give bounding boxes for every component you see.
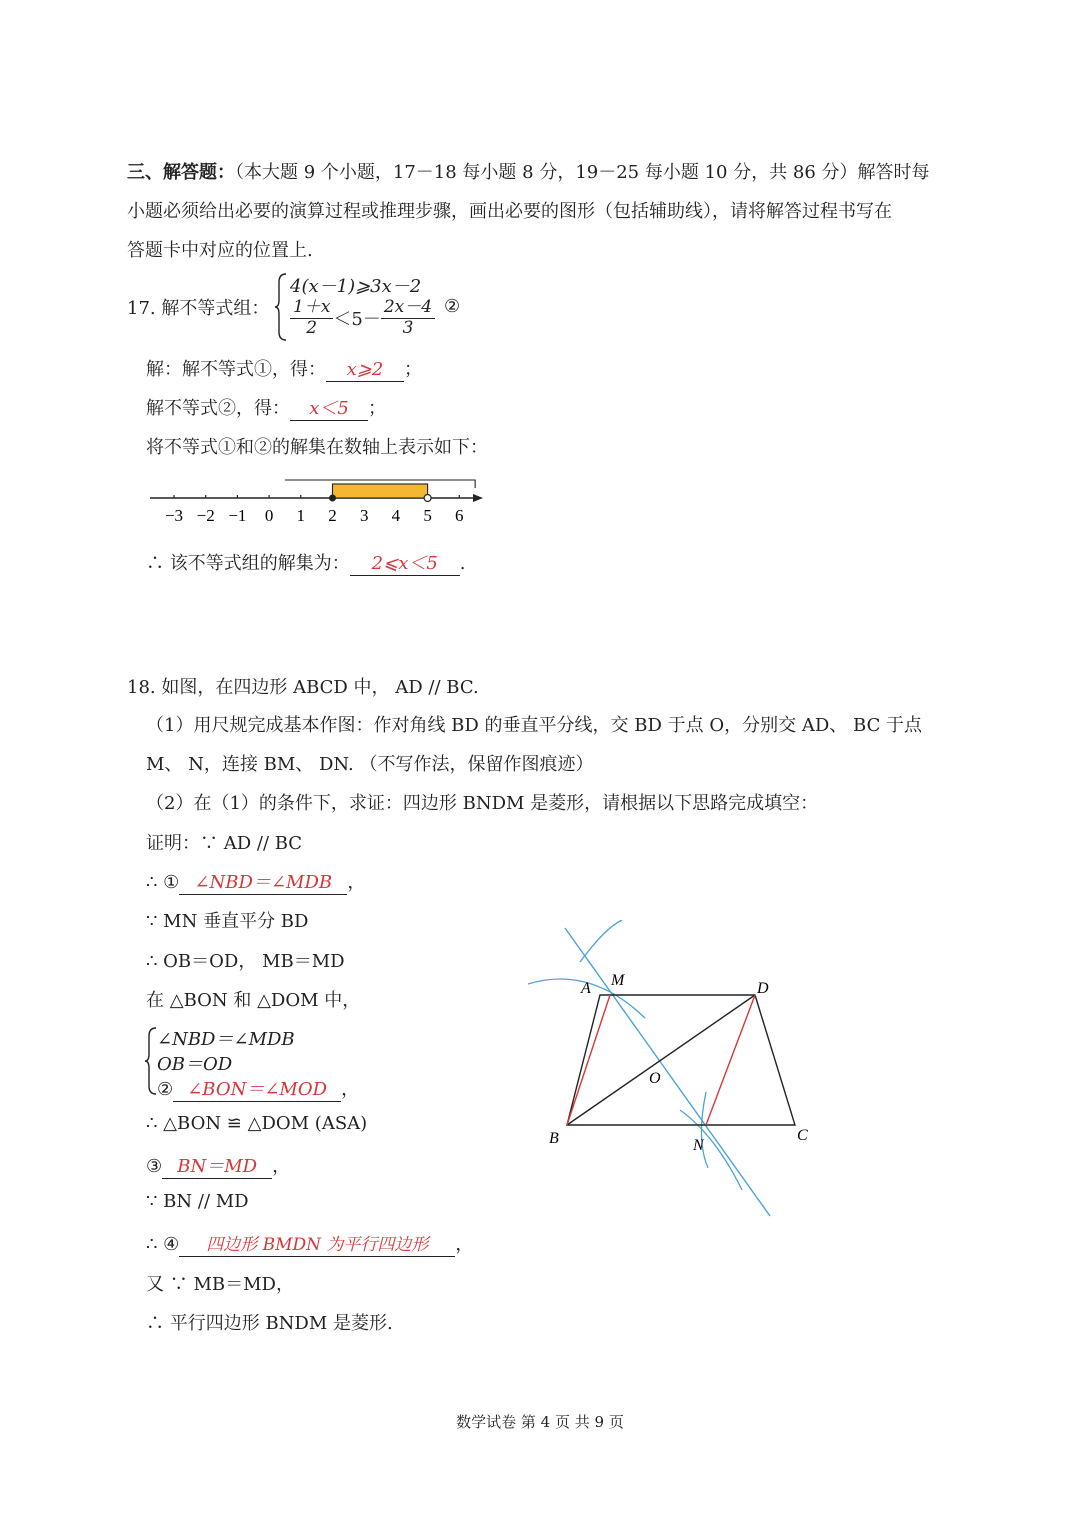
q18-part1-line1: （1）用尺规完成基本作图：作对角线 BD 的垂直平分线，交 BD 于点 O，分别交 AD、 BC 于点 — [146, 715, 923, 736]
label-b: B — [549, 1130, 559, 1147]
section-intro-line2: 小题必须给出必要的演算过程或推理步骤，画出必要的图形（包括辅助线），请将解答过程书写在 — [127, 201, 892, 222]
q18-blank-4-line: ∴ ④ 四边形 BMDN 为平行四边形 ， — [146, 1234, 474, 1255]
q17-step2: 解不等式②，得： x＜5 ； — [146, 398, 386, 419]
label-o: O — [649, 1070, 661, 1087]
construction-arc — [580, 920, 622, 962]
label-n: N — [693, 1137, 704, 1154]
q18-line-final: ∴ 平行四边形 BNDM 是菱形. — [146, 1313, 393, 1334]
number-line-tick-label: 1 — [296, 506, 306, 525]
q18-system-brace — [144, 1026, 158, 1096]
label-d: D — [757, 980, 769, 997]
q17-answer-3: 2⩽x＜5 — [350, 554, 460, 576]
number-line-tick-label: 2 — [328, 506, 337, 525]
q18-line-again: 又 ∵ MB＝MD， — [146, 1274, 294, 1295]
segment-bm — [567, 995, 610, 1125]
number-line-tick-label: 3 — [359, 506, 369, 525]
q17-inequality-1: 4(x－1)⩾3x－2 — [290, 276, 422, 297]
label-a: A — [581, 980, 591, 997]
q18-system-3: ② ∠BON＝∠MOD ， — [157, 1079, 360, 1100]
label-c: C — [797, 1127, 808, 1144]
page-footer: 数学试卷 第 4 页 共 9 页 — [456, 1413, 624, 1431]
q17-mark-2: ② — [444, 296, 461, 317]
segment-dn — [706, 995, 755, 1125]
q17-inequality-2: $\frac{1+x}{2}$ ＜5－ $\frac{2x-4}{3}$ — [290, 298, 435, 338]
q17-answer-1: x⩾2 — [326, 360, 404, 382]
q18-line-par: ∵ BN // MD — [146, 1191, 249, 1212]
q18-line-ob: ∴ OB＝OD， MB＝MD — [146, 951, 345, 972]
section-intro-line3: 答题卡中对应的位置上. — [127, 240, 313, 261]
q17-step3: 将不等式①和②的解集在数轴上表示如下： — [146, 437, 488, 458]
section-intro-line1: （本大题 9 个小题，17－18 每小题 8 分，19－25 每小题 10 分，共 86 分）解答时每 — [235, 162, 930, 183]
number-line-tick-label: −2 — [196, 506, 215, 525]
q18-line-in: 在 △BON 和 △DOM 中， — [146, 990, 361, 1011]
number-line-tick-label: 4 — [391, 506, 401, 525]
q18-stem: 18. 如图，在四边形 ABCD 中， AD // BC. — [127, 677, 479, 698]
q18-blank-1-line: ∴ ① ∠NBD＝∠MDB ， — [146, 872, 366, 893]
number-line-arrow — [473, 494, 483, 502]
q18-answer-2: ∠BON＝∠MOD — [173, 1080, 341, 1102]
construction-arc — [680, 1110, 742, 1190]
number-line-tick-label: −1 — [228, 506, 247, 525]
q17-system-brace — [274, 272, 288, 342]
number-line-closed-point — [329, 495, 336, 502]
q17-fraction-1: $\frac{1+x}{2}$ — [290, 298, 333, 338]
q18-part1-line2: M、 N，连接 BM、 DN. （不写作法，保留作图痕迹） — [146, 754, 594, 775]
quadrilateral-abcd — [567, 995, 795, 1125]
q18-part2: （2）在（1）的条件下，求证：四边形 BNDM 是菱形，请根据以下思路完成填空： — [146, 793, 819, 814]
q17-conclusion: ∴ 该不等式组的解集为： 2⩽x＜5 . — [146, 553, 466, 574]
number-line-tick-label: 0 — [264, 506, 274, 525]
q18-system-2: OB＝OD — [157, 1054, 233, 1075]
q18-line-mn: ∵ MN 垂直平分 BD — [146, 911, 309, 932]
number-line-tick-label: −3 — [164, 506, 184, 525]
q18-proof-start: 证明：∵ AD // BC — [146, 833, 303, 854]
q18-answer-4: 四边形 BMDN 为平行四边形 — [179, 1236, 455, 1257]
q17-number-line — [140, 470, 500, 530]
q17-answer-2: x＜5 — [290, 399, 368, 421]
number-line-tick-label: 6 — [455, 506, 464, 525]
q17-step1: 解：解不等式①，得： x⩾2 ； — [146, 359, 422, 380]
q17-prompt: 17. 解不等式组： — [127, 298, 270, 319]
label-m: M — [611, 972, 625, 989]
number-line-solution-band — [333, 484, 428, 498]
section-header — [127, 158, 930, 184]
perpendicular-bisector-line — [565, 928, 770, 1216]
q18-line-cong: ∴ △BON ≌ △DOM (ASA) — [146, 1113, 368, 1134]
q18-answer-1: ∠NBD＝∠MDB — [179, 873, 347, 895]
q17-fraction-2: $\frac{2x-4}{3}$ — [381, 298, 435, 338]
q18-system-1: ∠NBD＝∠MDB — [157, 1029, 295, 1050]
q18-figure — [520, 920, 820, 1220]
q18-blank-3-line: ③ BN＝MD ， — [146, 1156, 291, 1177]
number-line-tick-label: 5 — [423, 506, 432, 525]
section-title: 三、解答题： — [127, 162, 235, 183]
q18-answer-3: BN＝MD — [162, 1157, 272, 1179]
number-line-open-point — [424, 495, 431, 502]
